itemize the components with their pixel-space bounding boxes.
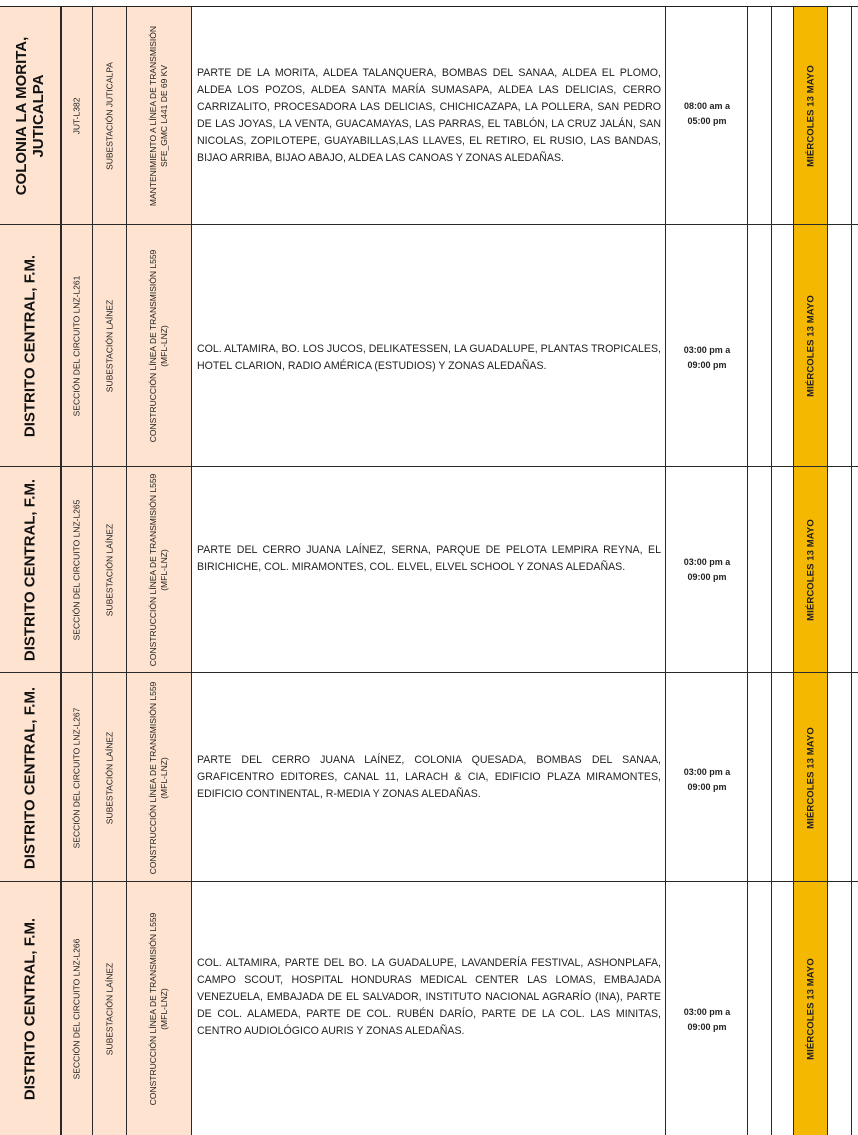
work-cell (127, 882, 192, 1135)
time-start: 03:00 pm a (683, 345, 731, 355)
location-label: DISTRITO CENTRAL, F.M. (21, 478, 39, 662)
time-start: 08:00 am a (683, 101, 731, 111)
date-cell (794, 673, 828, 882)
substation-cell (93, 882, 127, 1135)
location-label: DISTRITO CENTRAL, F.M. (21, 917, 39, 1100)
table-row (0, 467, 858, 673)
time-end: 09:00 pm (687, 360, 727, 370)
time-start: 03:00 pm a (683, 1007, 731, 1017)
work-cell (127, 225, 192, 467)
time-end: 05:00 pm (687, 116, 727, 126)
affected-areas: PARTE DE LA MORITA, ALDEA TALANQUERA, BOMBAS DEL SANAA, ALDEA EL PLOMO, ALDEA LOS POZOS, ALDEA SANTA MARÍA SUMASAPA, ALDEA LAS DELICIAS, CERRO CARRIZALITO, PROCESADORA LAS DELICIAS, CHICHICAZAPA, LA POLLERA, SAN PEDRO DE LAS JOYAS, LA VENTA, GUACAMAYAS, LAS PARRAS, EL TABLÓN, LA CRUZ JALÁN, SAN NICOLAS, ZOPILOTEPE, GUAYABILLAS,LAS LLAVES, EL RETIRO, EL RUSIO, LAS BANDAS, BIJAO ARRIBA, BIJAO ABAJO, ALDEA LAS CANOAS Y ZONAS ALEDAÑAS. (197, 67, 661, 164)
location-cell (0, 673, 62, 882)
blank-cell (748, 7, 772, 225)
blank-cell (772, 225, 794, 467)
affected-areas: COL. ALTAMIRA, BO. LOS JUCOS, DELIKATESSEN, LA GUADALUPE, PLANTAS TROPICALES, HOTEL CLARION, RADIO AMÉRICA (ESTUDIOS) Y ZONAS ALEDAÑAS. (197, 343, 661, 372)
substation-label: SUBESTACIÓN LAÍNEZ (104, 962, 114, 1055)
substation-label: SUBESTACIÓN LAÍNEZ (104, 523, 114, 617)
work-cell (127, 673, 192, 882)
substation-label: SUBESTACIÓN JUTICALPA (104, 62, 114, 170)
blank-cell (828, 467, 852, 673)
blank-cell (772, 882, 794, 1135)
location-cell (0, 7, 62, 225)
blank-cell (828, 673, 852, 882)
date-cell (794, 882, 828, 1135)
circuit-label: SECCIÓN DEL CIRCUITO LNZ-L261 (71, 275, 82, 417)
time-range (668, 765, 746, 795)
time-start: 03:00 pm a (683, 767, 731, 777)
work-cell (127, 7, 192, 225)
substation-cell (93, 673, 127, 882)
date-cell (794, 225, 828, 467)
time-end: 09:00 pm (687, 782, 727, 792)
location-label: DISTRITO CENTRAL, F.M. (21, 254, 39, 438)
blank-cell (772, 467, 794, 673)
blank-cell (748, 882, 772, 1135)
affected-areas: PARTE DEL CERRO JUANA LAÍNEZ, SERNA, PARQUE DE PELOTA LEMPIRA REYNA, EL BIRICHICHE, COL. MIRAMONTES, COL. ELVEL, ELVEL SCHOOL Y ZONAS ALEDAÑAS. (197, 544, 661, 573)
work-label: CONSTRUCCIÓN LÍNEA DE TRANSMISIÓN L559 (MFL-LNZ) (148, 912, 169, 1105)
date-label: MIÉRCOLES 13 MAYO (805, 957, 816, 1060)
table-row (0, 673, 858, 882)
blank-cell (748, 467, 772, 673)
work-label: CONSTRUCCIÓN LÍNEA DE TRANSMISIÓN L559 (MFL-LNZ) (148, 473, 169, 667)
table-row (0, 882, 858, 1135)
table-row (0, 225, 858, 467)
substation-label: SUBESTACIÓN LAÍNEZ (104, 731, 114, 824)
blank-cell (828, 225, 852, 467)
circuit-label: SECCIÓN DEL CIRCUITO LNZ-L266 (71, 938, 82, 1079)
location-label: DISTRITO CENTRAL, F.M. (21, 686, 39, 869)
substation-cell (93, 7, 127, 225)
date-cell (794, 467, 828, 673)
circuit-cell (62, 882, 93, 1135)
circuit-cell (62, 673, 93, 882)
circuit-label: SECCIÓN DEL CIRCUITO LNZ-L267 (71, 707, 82, 848)
date-label: MIÉRCOLES 13 MAYO (805, 295, 816, 397)
circuit-cell (62, 7, 93, 225)
date-label: MIÉRCOLES 13 MAYO (805, 726, 816, 829)
circuit-cell (62, 467, 93, 673)
work-label: CONSTRUCCIÓN LÍNEA DE TRANSMISIÓN L559 (MFL-LNZ) (148, 681, 169, 874)
table-row (0, 7, 858, 225)
blank-cell (748, 673, 772, 882)
affected-areas: PARTE DEL CERRO JUANA LAÍNEZ, COLONIA QUESADA, BOMBAS DEL SANAA, GRAFICENTRO EDITORES, CANAL 11, LARACH & CIA, EDIFICIO PLAZA MIRAMONTES, EDIFICIO CONTINENTAL, R-MEDIA Y ZONAS ALEDAÑAS. (197, 754, 661, 800)
blank-cell (828, 7, 852, 225)
time-end: 09:00 pm (687, 572, 727, 582)
date-label: MIÉRCOLES 13 MAYO (805, 519, 816, 621)
work-cell (127, 467, 192, 673)
time-range (668, 99, 746, 129)
time-range (668, 1005, 746, 1035)
work-label: CONSTRUCCIÓN LÍNEA DE TRANSMISIÓN L559 (MFL-LNZ) (148, 249, 169, 443)
circuit-label: JUT-L382 (71, 97, 82, 135)
blank-cell (772, 7, 794, 225)
time-start: 03:00 pm a (683, 557, 731, 567)
location-label: COLONIA LA MORITA, JUTICALPA (13, 36, 47, 196)
substation-cell (93, 467, 127, 673)
work-label: MANTENIMIENTO A LÍNEA DE TRANSMISIÓN SFE_GMC L441 DE 69 KV (148, 25, 169, 207)
blank-cell (748, 225, 772, 467)
date-label: MIÉRCOLES 13 MAYO (805, 65, 816, 167)
location-cell (0, 467, 62, 673)
substation-cell (93, 225, 127, 467)
date-cell (794, 7, 828, 225)
location-cell (0, 225, 62, 467)
time-range (668, 343, 746, 373)
affected-areas: COL. ALTAMIRA, PARTE DEL BO. LA GUADALUPE, LAVANDERÍA FESTIVAL, ASHONPLAFA, CAMPO SCOUT, HOSPITAL HONDURAS MEDICAL CENTER LAS LOMAS, EMBAJADA VENEZUELA, EMBAJADA DE EL SALVADOR, INSTITUTO NACIONAL AGRARÍO (INA), PARTE DE COL. ALAMEDA, PARTE DE COL. RUBÉN DARÍO, PARTE DE LA COL. LAS MINITAS, CENTRO AUDIOLÓGICO AURIS Y ZONAS ALEDAÑAS. (197, 957, 661, 1037)
time-range (668, 555, 746, 585)
blank-cell (828, 882, 852, 1135)
circuit-cell (62, 225, 93, 467)
location-cell (0, 882, 62, 1135)
time-end: 09:00 pm (687, 1022, 727, 1032)
blank-cell (772, 673, 794, 882)
circuit-label: SECCIÓN DEL CIRCUITO LNZ-L265 (71, 499, 82, 641)
substation-label: SUBESTACIÓN LAÍNEZ (104, 299, 114, 393)
